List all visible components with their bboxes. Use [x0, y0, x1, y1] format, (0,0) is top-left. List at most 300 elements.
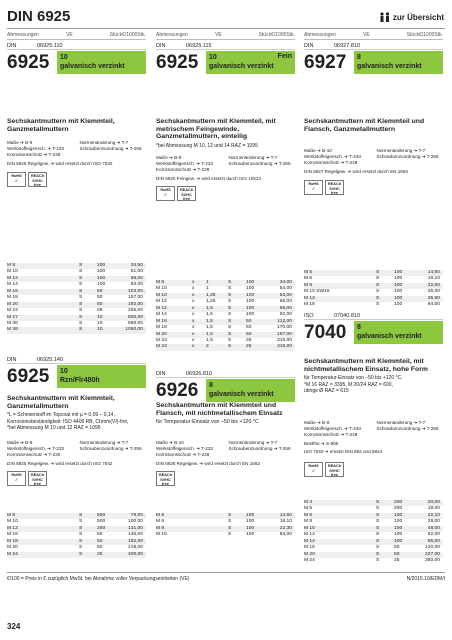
table-cell: M 14 — [7, 282, 18, 288]
table-cell: S — [79, 532, 83, 538]
table-cell: S — [376, 282, 380, 288]
table-cell — [43, 327, 57, 333]
reach-badge: REACh SVHC free — [325, 462, 344, 477]
table-cell: 1,5 — [206, 337, 213, 343]
product-description: Sechskantmuttern mit Klemmteil, Ganzmetallmuttern — [7, 118, 115, 133]
table-cell: 250 — [97, 525, 106, 531]
table-cell: M 16 — [304, 545, 315, 551]
table-cell: 22,00 — [427, 282, 440, 288]
compliance-badges — [304, 180, 344, 195]
table-cell: 100 — [97, 263, 106, 268]
table-cell: x — [192, 292, 195, 298]
table-cell — [57, 327, 79, 333]
table-cell: 100 — [394, 289, 403, 295]
product-description: Sechskantmuttern mit Klemmteil, Ganzmetallmuttern *L = Schmierstoff im Topcoat mit µ = 0,09 – 0,14, Korrosionsbeständigkeit: ISO 4406 RB, Chrom(VI)-frei, *bei Abmessung M 10 und 12 RAZ = 1095 — [7, 395, 129, 432]
spec-links: Maße ➔ B-9 Normenänderung ➔ T-7 Werkstoffeigensch. ➔ T-233 Schraubenzuordnung ➔ T-256 Korrosionsschutz ➔ T-228 Bestfrei ➔ S-906 ISO 7040 ➔ ersetzt DIN 982 und 6924 — [304, 420, 439, 454]
table-cell: 50 — [97, 288, 103, 294]
table-cell: S — [376, 500, 380, 505]
table-cell: S — [376, 506, 380, 512]
table-cell: 50 — [246, 325, 252, 331]
table-cell: 100 — [394, 276, 403, 282]
table-cell: M 18 — [7, 538, 18, 544]
table-cell: S — [79, 525, 83, 531]
table-cell: M 20 — [156, 331, 167, 337]
table-cell: M 27 — [7, 314, 18, 320]
table-cell: M 14 — [156, 312, 167, 318]
price-table-4 — [156, 513, 295, 539]
column-header: Abmessungen VE Stück €/1000Stk. — [7, 32, 146, 38]
table-cell: M 16 — [156, 318, 167, 324]
table-row — [304, 302, 443, 308]
product-code: DIN 06926.810 — [156, 371, 295, 378]
table-cell: 92,00 — [279, 312, 292, 318]
table-cell: 100 — [246, 312, 255, 318]
table-cell: 18,10 — [279, 519, 292, 525]
product-banner: 6925 10 galvanisch verzinkt — [7, 51, 146, 77]
table-cell: x — [192, 280, 195, 285]
table-cell: 100 — [246, 299, 255, 305]
table-cell: x — [192, 325, 195, 331]
table-cell: 100 — [246, 513, 255, 518]
spec-links: Maße ➔ B-10 Normenänderung ➔ T-7 Werkstoffeigensch. ➔ T-233 Schraubenzuordnung ➔ T-256 Korrosionsschutz ➔ T-228 DIN 6926 Regelgew. ➔ wird ersetzt durch EN 1663 — [156, 440, 291, 466]
table-cell: M 8 — [7, 513, 16, 518]
table-cell: 10 — [97, 327, 103, 333]
table-cell: S — [228, 305, 232, 311]
table-cell: 170,00 — [277, 325, 292, 331]
table-cell: 62,00 — [427, 532, 440, 538]
table-cell: 22,10 — [427, 512, 440, 518]
people-icon — [379, 12, 391, 22]
column-3 — [304, 32, 443, 77]
table-cell: S — [228, 286, 232, 292]
table-cell: 100 — [97, 269, 106, 275]
product-code: ISO 07040.810 — [304, 313, 443, 320]
table-cell: M 12 — [304, 295, 315, 301]
table-cell — [340, 302, 354, 308]
table-cell: 25 — [246, 337, 252, 343]
table-cell: S — [228, 292, 232, 298]
table-cell: 1,5 — [206, 331, 213, 337]
reach-badge: REACh SVHC free — [325, 180, 344, 195]
product-banner: 6927 8 galvanisch verzinkt — [304, 51, 443, 77]
table-cell: 51,00 — [130, 269, 143, 275]
table-cell: S — [376, 512, 380, 518]
table-cell: 25 — [246, 344, 252, 350]
table-cell: x — [192, 337, 195, 343]
product-block-4 — [156, 368, 295, 405]
table-cell: M 12 — [7, 275, 18, 281]
table-cell: M 20 — [7, 301, 18, 307]
table-cell: S — [79, 513, 83, 518]
table-cell: S — [79, 301, 83, 307]
table-cell: M 4 — [304, 500, 313, 505]
table-cell: S — [376, 276, 380, 282]
table-cell: M 10 — [156, 292, 167, 298]
table-cell: 380,00 — [425, 557, 440, 563]
table-cell: M 12 — [156, 299, 167, 305]
product-code: DIN 06925.110 — [7, 43, 146, 50]
table-cell: S — [79, 314, 83, 320]
table-cell: 100 — [246, 519, 255, 525]
product-block-6 — [304, 310, 443, 347]
table-cell — [57, 552, 79, 558]
table-cell: 25 — [394, 557, 400, 563]
table-row — [304, 558, 443, 564]
spec-links: Maße ➔ B-9 Normenänderung ➔ T-7 Werkstoffeigensch. ➔ T-233 Schraubenzuordnung ➔ T-256 Korrosionsschutz ➔ T-228 DIN 6925 Feingew. ➔ wird ersetzt durch ISO 10513 — [156, 155, 291, 181]
product-description: Sechskantmuttern mit Klemmteil, mit metrischem Feingewinde, Ganzmetallmuttern, einteilig *bei Abmessung M 10, 12 und 14 RAZ = 1095 — [156, 118, 276, 149]
table-cell: 100 — [97, 275, 106, 281]
table-cell: 112,00 — [277, 318, 292, 324]
table-cell: 100 — [394, 532, 403, 538]
table-cell: 50 — [97, 295, 103, 301]
table-cell: 100 — [246, 532, 255, 538]
table-cell: 182,00 — [128, 301, 143, 307]
table-cell — [340, 558, 354, 564]
table-cell: S — [376, 295, 380, 301]
table-cell: 227,00 — [425, 551, 440, 557]
footer-code: N/2015.10/EDM/I — [406, 576, 445, 582]
table-cell: S — [79, 282, 83, 288]
page-title: DIN 6925 — [7, 8, 71, 25]
table-cell: 500 — [97, 519, 106, 525]
table-cell: 65,00 — [279, 299, 292, 305]
table-cell: 157,00 — [128, 295, 143, 301]
table-cell: 19,00 — [427, 506, 440, 512]
product-code: DIN 06927.810 — [304, 43, 443, 50]
table-cell: 100 — [394, 525, 403, 531]
table-cell: 50 — [97, 301, 103, 307]
table-cell: x — [192, 344, 195, 350]
table-cell: M 6 — [156, 519, 165, 525]
table-cell: 50 — [97, 532, 103, 538]
spec-links: Maße ➔ B-9 Normenänderung ➔ T-7 Werkstoffeigensch. ➔ T-233 Schraubenzuordnung ➔ T-256 Korrosionsschutz ➔ T-230 DIN 6925 Regelgew. ➔ wird ersetzt durch ISO 7042 — [7, 440, 142, 466]
footer-note: €/100 = Preis in € zuzüglich MwSt. bei Abnahme voller Verpackungseinheiten (VE) — [7, 576, 190, 582]
table-cell: 26,00 — [427, 289, 440, 295]
table-row — [7, 552, 146, 558]
table-cell: S — [79, 327, 83, 333]
table-cell: 131,00 — [128, 525, 143, 531]
table-cell: 35,50 — [427, 295, 440, 301]
table-cell: M 12 — [304, 532, 315, 538]
table-cell: 315,00 — [277, 337, 292, 343]
column-header: Abmessungen VE Stück €/1000Stk. — [156, 32, 295, 38]
rohs-badge: RoHS ✓ — [304, 462, 323, 477]
table-row — [156, 532, 295, 538]
table-cell: M 6 — [304, 512, 313, 518]
price-table-2 — [7, 513, 146, 558]
table-cell: S — [376, 532, 380, 538]
table-cell — [206, 532, 228, 538]
table-cell: S — [79, 320, 83, 326]
table-cell: 14,60 — [427, 270, 440, 275]
price-table-6 — [304, 500, 443, 564]
table-cell: 65,00 — [279, 305, 292, 311]
spec-links: Maße ➔ B-10 Normenänderung ➔ T-7 Werkstoffeigensch. ➔ T-233 Schraubenzuordnung ➔ T-256 Korrosionsschutz ➔ T-228 DIN 6927 Regelgew. ➔ wird ersetzt durch EN 1664 — [304, 148, 439, 174]
table-cell: M 16 — [7, 288, 18, 294]
table-cell: x — [192, 286, 195, 292]
table-cell: S — [228, 325, 232, 331]
table-cell: x — [192, 312, 195, 318]
table-cell: M 8 — [304, 519, 313, 525]
table-cell: 84,00 — [427, 302, 440, 308]
footer-rule — [7, 572, 445, 573]
table-cell: 50 — [246, 318, 252, 324]
table-cell: 22,30 — [279, 525, 292, 531]
product-banner: 6925 10 galvanisch verzinkt Fein — [156, 51, 295, 77]
reach-badge: REACh SVHC free — [28, 471, 47, 486]
table-cell: 100 — [394, 512, 403, 518]
table-cell: M 8 — [156, 525, 165, 531]
table-cell: S — [79, 308, 83, 314]
table-cell: S — [79, 269, 83, 275]
table-cell: M 6 — [304, 276, 313, 282]
table-cell: x — [192, 318, 195, 324]
table-cell: S — [376, 545, 380, 551]
table-cell: 28,00 — [427, 519, 440, 525]
footer — [7, 576, 445, 582]
table-cell: M 18 — [156, 325, 167, 331]
table-cell: S — [376, 538, 380, 544]
table-cell: 34,50 — [130, 263, 143, 268]
table-cell: 100 — [394, 519, 403, 525]
table-cell — [354, 302, 376, 308]
table-cell: M 8 — [7, 263, 16, 268]
table-cell: S — [228, 344, 232, 350]
table-cell: 315,00 — [277, 344, 292, 350]
product-banner: 7040 8 galvanisch verzinkt — [304, 321, 443, 347]
reach-badge: REACh SVHC free — [177, 186, 196, 201]
table-cell: M 16 — [156, 532, 167, 538]
table-cell: 18,10 — [427, 276, 440, 282]
table-cell: S — [228, 337, 232, 343]
header-rule — [7, 28, 445, 29]
table-cell: S — [228, 299, 232, 305]
table-cell: 1 — [206, 286, 209, 292]
rohs-badge: RoHS ✓ — [304, 180, 323, 195]
table-cell: 50 — [97, 538, 103, 544]
table-cell: M 36 — [7, 327, 18, 333]
table-cell: 100 — [394, 270, 403, 275]
table-cell: 10 — [97, 320, 103, 326]
table-cell: S — [79, 275, 83, 281]
table-cell: 100 — [246, 292, 255, 298]
table-cell: M 5 — [156, 513, 165, 518]
compliance-badges — [7, 471, 47, 486]
table-cell: S — [376, 270, 380, 275]
product-description: Sechskantmuttern mit Klemmteil, mit nichtmetallischem Einsatz, hohe Form für Temperatur-Einsatz von –50 bis +120 °C, *M 16 RAZ = 3395, M 20/24 RAZ = 600, übrige Ø RAZ = 615 — [304, 358, 428, 395]
table-cell: 1 — [206, 280, 209, 285]
table-cell: M 8 — [304, 282, 313, 288]
table-cell: M 16 — [7, 532, 18, 538]
column-header: Abmessungen VE Stück €/1000Stk. — [304, 32, 443, 38]
table-cell: 1,5 — [206, 305, 213, 311]
table-cell: 48,00 — [427, 525, 440, 531]
table-cell: S — [376, 289, 380, 295]
table-cell: S — [376, 557, 380, 563]
table-cell: M 20 — [304, 551, 315, 557]
price-table-3 — [156, 280, 295, 351]
table-cell: S — [228, 280, 232, 285]
table-row — [156, 344, 295, 350]
table-cell: M 24 — [7, 308, 18, 314]
table-cell: 100 — [246, 286, 255, 292]
table-cell: M 5 — [304, 270, 313, 275]
table-cell — [43, 552, 57, 558]
product-banner: 6925 10 Rzn/Flr480h — [7, 365, 146, 391]
table-cell: 14,60 — [279, 513, 292, 518]
table-cell: 54,00 — [279, 286, 292, 292]
table-cell: M 24 — [156, 337, 167, 343]
reach-badge: REACh SVHC free — [28, 172, 47, 187]
table-cell: M 10 SW16 — [304, 289, 330, 295]
product-banner: 6926 8 galvanisch verzinkt — [156, 379, 295, 405]
table-cell: M 5 — [304, 506, 313, 512]
table-cell: S — [79, 538, 83, 544]
table-cell: M 12 — [156, 305, 167, 311]
overview-label: zur Übersicht — [392, 12, 444, 22]
table-cell: 1050,00 — [125, 327, 143, 333]
table-cell: S — [376, 302, 380, 308]
table-cell: 84,00 — [130, 282, 143, 288]
rohs-badge: RoHS ✓ — [7, 172, 26, 187]
table-cell: S — [228, 532, 232, 538]
table-cell: 34,00 — [279, 280, 292, 285]
table-row — [7, 327, 146, 333]
product-description: Sechskantmuttern mit Klemmteil und Flansch, mit nichtmetallischem Einsatz für Temperatur-Einsatz von –50 bis +120 °C — [156, 402, 283, 426]
table-cell: M 10 — [156, 286, 167, 292]
table-cell: 200 — [394, 500, 403, 505]
table-cell: M 10 — [304, 525, 315, 531]
table-cell: 100 — [394, 295, 403, 301]
product-block-2 — [7, 354, 146, 391]
product-code: DIN 06925.140 — [7, 357, 146, 364]
price-table-5 — [304, 270, 443, 309]
table-cell: M 16 — [304, 302, 315, 308]
table-cell: 500 — [97, 513, 106, 518]
table-cell: S — [79, 263, 83, 268]
table-cell: S — [376, 525, 380, 531]
table-cell: 50 — [394, 545, 400, 551]
table-cell: 255,00 — [128, 308, 143, 314]
table-cell: 182,00 — [128, 538, 143, 544]
compliance-badges — [304, 462, 344, 477]
compliance-badges — [156, 186, 196, 201]
table-cell: S — [228, 318, 232, 324]
column-2 — [156, 32, 295, 77]
table-cell: 85,00 — [427, 538, 440, 544]
table-cell: M 20 — [7, 545, 18, 551]
compliance-badges — [156, 471, 175, 486]
table-cell: 25 — [97, 308, 103, 314]
table-cell: 120,00 — [425, 545, 440, 551]
table-cell: 10 — [97, 314, 103, 320]
table-cell: 830,00 — [128, 314, 143, 320]
table-cell: 218,00 — [128, 545, 143, 551]
page-number: 324 — [7, 622, 21, 631]
price-table-1 — [7, 263, 146, 334]
table-cell: 25 — [97, 551, 103, 557]
table-cell: 20,00 — [427, 500, 440, 505]
table-cell: S — [228, 525, 232, 531]
table-cell: 100 — [394, 302, 403, 308]
table-cell: 84,00 — [279, 532, 292, 538]
table-cell: 146,00 — [128, 532, 143, 538]
table-cell: 50 — [246, 331, 252, 337]
table-cell: 50 — [394, 551, 400, 557]
table-cell: S — [79, 288, 83, 294]
table-cell: S — [79, 551, 83, 557]
table-cell: 79,00 — [130, 513, 143, 518]
table-cell: S — [228, 312, 232, 318]
table-cell: 1,5 — [206, 312, 213, 318]
table-cell: S — [376, 551, 380, 557]
table-cell: M 24 — [156, 344, 167, 350]
table-cell: 100 — [246, 305, 255, 311]
table-cell: 103,00 — [128, 288, 143, 294]
column-1 — [7, 32, 146, 77]
table-cell: M 24 — [7, 551, 18, 557]
table-cell: 50 — [97, 545, 103, 551]
table-cell — [354, 558, 376, 564]
overview-link[interactable] — [379, 12, 444, 22]
table-cell: 53,00 — [279, 292, 292, 298]
table-cell: 590,00 — [128, 320, 143, 326]
table-cell: 100 — [246, 525, 255, 531]
table-cell: 1,5 — [206, 325, 213, 331]
rohs-badge: RoHS ✓ — [156, 186, 175, 201]
table-cell: M 30 — [7, 320, 18, 326]
table-cell: S — [79, 545, 83, 551]
spec-links: Maße ➔ B-9 Normenänderung ➔ T-7 Werkstoffeigensch. ➔ T-233 Schraubenzuordnung ➔ T-256 Korrosionsschutz ➔ T-228 DIN 6925 Regelgew. ➔ wird ersetzt durch ISO 7042 — [7, 140, 142, 166]
table-cell: S — [228, 519, 232, 525]
table-cell: M 8 — [156, 280, 165, 285]
table-cell: 1,25 — [206, 292, 216, 298]
table-cell: S — [79, 519, 83, 525]
table-cell: S — [79, 295, 83, 301]
table-cell: 100 — [97, 282, 106, 288]
reach-badge: REACh SVHC free — [156, 471, 175, 486]
table-cell: 100,00 — [128, 519, 143, 525]
table-cell: M 12 — [7, 525, 18, 531]
table-cell — [192, 532, 206, 538]
table-cell: x — [192, 331, 195, 337]
table-cell: M 24 — [304, 557, 315, 563]
table-cell: M 14 — [304, 538, 315, 544]
product-code: DIN 06925.115 — [156, 43, 295, 50]
table-cell: 100 — [394, 538, 403, 544]
table-cell: M 10 — [7, 269, 18, 275]
table-cell: 2 — [206, 344, 209, 350]
compliance-badges — [7, 172, 47, 187]
table-cell: S — [228, 331, 232, 337]
table-cell: 197,00 — [277, 331, 292, 337]
table-cell: 200 — [394, 506, 403, 512]
table-cell: 100 — [246, 280, 255, 285]
table-cell: 400,00 — [128, 551, 143, 557]
table-cell: x — [192, 305, 195, 311]
table-cell: M 10 — [7, 519, 18, 525]
rohs-badge: RoHS ✓ — [7, 471, 26, 486]
table-cell: 1,5 — [206, 318, 213, 324]
product-description: Sechskantmuttern mit Klemmteil und Flansch, Ganzmetallmuttern — [304, 118, 425, 133]
table-cell: S — [376, 519, 380, 525]
table-cell: M 18 — [7, 295, 18, 301]
table-cell: 100 — [394, 282, 403, 288]
table-cell: 1,25 — [206, 299, 216, 305]
table-cell: S — [228, 513, 232, 518]
table-cell: x — [192, 299, 195, 305]
table-cell: 66,00 — [130, 275, 143, 281]
